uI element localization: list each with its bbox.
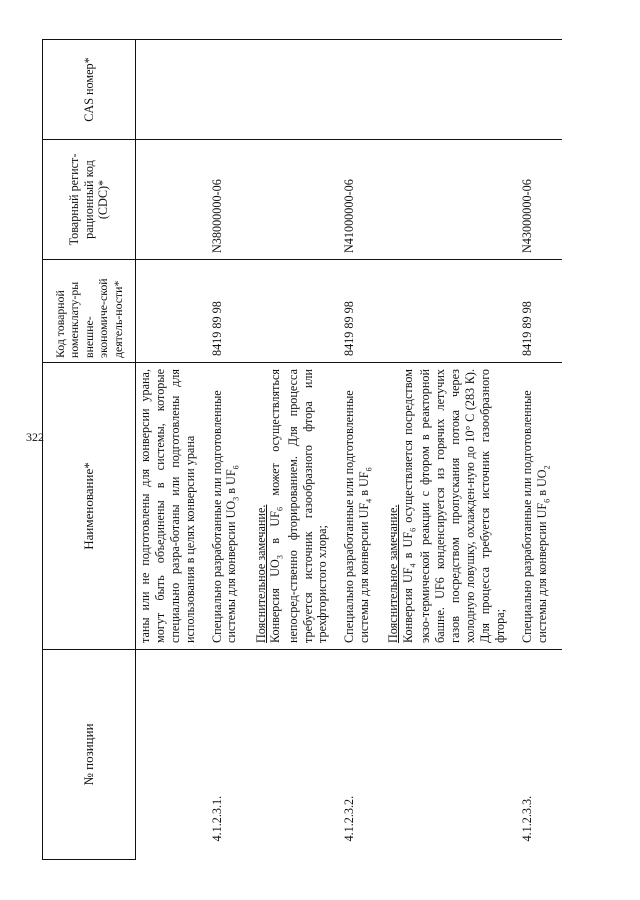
cell-cdc: N43000000-06 (518, 140, 562, 260)
note-text: Конверсия $UO_3$ в $UF_6$ может осуществляться непосред-ственно фторированием. Для процесса требуется источник газообразного фтора или трехфтористого хлора; (268, 369, 330, 643)
cell-name (340, 363, 517, 650)
cell-tn-ved: 8419 89 98 (340, 260, 517, 363)
table-header-row (43, 40, 136, 860)
page-number: 322 (26, 430, 44, 444)
note-title: Пояснительное замечание. (386, 504, 401, 643)
cell-position: 4.1.2.3.3. (519, 795, 534, 842)
cell-cdc: N41000000-06 (340, 140, 517, 260)
cell-cas (136, 40, 208, 140)
cell-position: 4.1.2.3.1. (209, 795, 224, 842)
cell-cas (340, 40, 517, 140)
cell-cdc (136, 140, 208, 260)
cell-tn-ved: 8419 89 98 (208, 260, 341, 363)
table-row (518, 40, 562, 860)
header-cas: CAS номер* (43, 40, 136, 140)
item-title: Специально разработанные или подготовленные системы для конверсии $UF_6$ в $UO_2$ (519, 390, 551, 643)
header-position: № позиции (43, 650, 136, 860)
cell-tn-ved: 8419 89 98 (518, 260, 562, 363)
cell-position (136, 650, 208, 860)
goods-table (42, 39, 562, 860)
cell-name (518, 363, 562, 650)
header-tn-ved: Код товарной номенклату-ры внешне-экономиче-ской деятель-ности* (43, 260, 136, 363)
cell-position: 4.1.2.3.2. (342, 795, 357, 842)
cell-name: таны или не подготовлены для конверсии урана, могут быть объединены в системы, которые специально разра-ботаны или подготовлены для использования в целях конверсии урана (136, 363, 208, 650)
table-row (340, 40, 517, 860)
note-title: Пояснительное замечание. (253, 504, 268, 643)
header-name: Наименование* (43, 363, 136, 650)
cell-cas (518, 40, 562, 140)
note-text: Конверсия $UF_4$ в $UF_6$ осуществляется посредством экзо-термической реакции с фтором в реакторной башне. UF6 конденсируется из горячих летучих газов посредством пропускания потока через холодную ловушку, охлажден-ную до 10° С (283 К). Для процесса требуется источник газообразного фтора; (401, 369, 507, 643)
cell-tn-ved (136, 260, 208, 363)
table-row (136, 40, 208, 860)
item-title: Специально разработанные или подготовленные системы для конверсии $UF_4$ в $UF_6$ (342, 390, 374, 643)
cell-cdc: N38000000-06 (208, 140, 341, 260)
rotated-page (42, 40, 602, 860)
cell-cas (208, 40, 341, 140)
cell-name (208, 363, 341, 650)
item-title: Специально разработанные или подготовленные системы для конверсии $UO_3$ в $UF_6$ (209, 390, 241, 643)
table-row (208, 40, 341, 860)
header-cdc: Товарный регист-рационный код (CDC)* (43, 140, 136, 260)
